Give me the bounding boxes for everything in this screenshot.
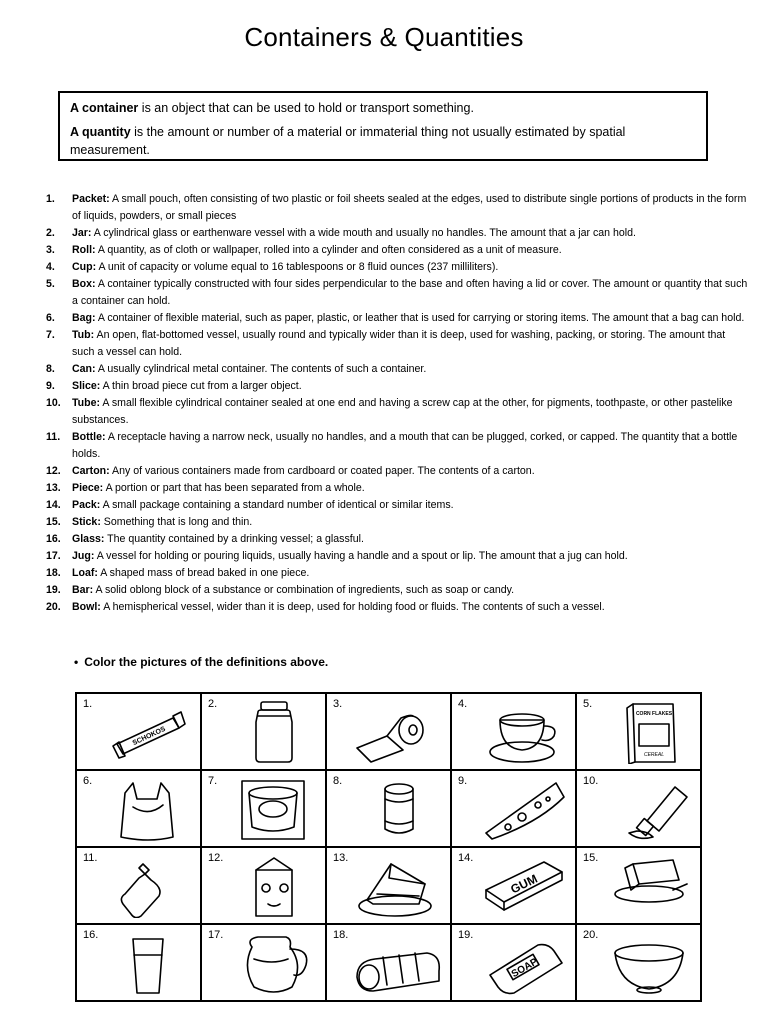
definition-number: 11. <box>46 431 61 443</box>
container-text: is an object that can be used to hold or transport something. <box>138 101 474 115</box>
stick-icon <box>603 854 693 918</box>
definition-number: 1. <box>46 193 55 205</box>
definition-term: Tube: <box>72 397 101 409</box>
grid-cell <box>576 847 701 924</box>
grid-cell-number: 9. <box>458 775 468 787</box>
definition-body: A cylindrical glass or earthenware vessel with a wide mouth and usually no handles. The amount that a jar can hold. <box>91 227 636 239</box>
definition-number: 19. <box>46 584 61 596</box>
grid-cell <box>326 770 451 847</box>
bar-icon <box>478 931 568 995</box>
icon-sublabel: CEREAL <box>643 752 665 758</box>
instruction <box>74 655 328 669</box>
grid-cell <box>576 924 701 1001</box>
grid-cell <box>576 770 701 847</box>
definition-number: 18. <box>46 567 61 579</box>
grid-cell <box>451 693 576 770</box>
definition-item <box>46 259 750 276</box>
grid-cell-number: 5. <box>583 698 593 710</box>
definition-body: A shaped mass of bread baked in one piece. <box>97 567 310 579</box>
definition-number: 15. <box>46 516 61 528</box>
definition-text <box>72 276 750 310</box>
definition-body: A vessel for holding or pouring liquids, usually having a handle and a spout or lip. The amount that a jug can hold. <box>94 550 628 562</box>
definition-number: 6. <box>46 312 55 324</box>
definition-number: 9. <box>46 380 55 392</box>
definition-number: 4. <box>46 261 55 273</box>
grid-row <box>76 924 701 1001</box>
quantity-term: A quantity <box>70 125 131 139</box>
grid-cell <box>451 924 576 1001</box>
grid-cell-number: 1. <box>83 698 93 710</box>
definition-text <box>72 531 750 548</box>
definition-text <box>72 582 750 599</box>
definitions-list <box>46 191 750 616</box>
definition-body: A portion or part that has been separated from a whole. <box>103 482 365 494</box>
bullet-icon: • <box>74 655 79 669</box>
grid-cell <box>76 693 201 770</box>
slice-icon <box>478 777 568 841</box>
definition-body: Any of various containers made from cardboard or coated paper. The contents of a carton. <box>109 465 535 477</box>
definition-term: Bottle: <box>72 431 106 443</box>
definition-number: 17. <box>46 550 61 562</box>
grid-cell <box>201 924 326 1001</box>
definition-term: Stick: <box>72 516 101 528</box>
grid-cell <box>76 770 201 847</box>
grid-cell <box>201 770 326 847</box>
grid-cell <box>326 693 451 770</box>
definition-body: The quantity contained by a drinking vessel; a glassful. <box>104 533 364 545</box>
grid-cell <box>451 847 576 924</box>
definition-term: Packet: <box>72 193 110 205</box>
picture-grid <box>75 692 702 1002</box>
definition-text <box>72 310 750 327</box>
definition-number: 8. <box>46 363 55 375</box>
grid-cell-number: 19. <box>458 929 474 941</box>
grid-cell <box>326 924 451 1001</box>
definition-item <box>46 480 750 497</box>
definition-number: 16. <box>46 533 61 545</box>
definition-number: 12. <box>46 465 61 477</box>
definition-text <box>72 565 750 582</box>
definition-term: Tub: <box>72 329 95 341</box>
can-icon <box>353 777 443 841</box>
definition-text <box>72 259 750 276</box>
definition-item <box>46 514 750 531</box>
definition-number: 5. <box>46 278 55 290</box>
grid-cell-number: 8. <box>333 775 343 787</box>
definition-text <box>72 327 750 361</box>
grid-row <box>76 770 701 847</box>
grid-cell <box>76 924 201 1001</box>
definition-item <box>46 599 750 616</box>
glass-icon <box>103 931 193 995</box>
definition-item <box>46 225 750 242</box>
definition-number: 10. <box>46 397 61 409</box>
carton-icon <box>228 854 318 918</box>
grid-cell-number: 18. <box>333 929 349 941</box>
grid-cell-number: 20. <box>583 929 599 941</box>
definition-term: Jar: <box>72 227 92 239</box>
definition-item <box>46 276 750 310</box>
grid-cell <box>451 770 576 847</box>
definitions-box <box>58 91 708 161</box>
definition-item <box>46 582 750 599</box>
bowl-icon <box>603 931 693 995</box>
icon-label: CORN FLAKES <box>635 711 673 717</box>
definition-term: Cup: <box>72 261 97 273</box>
definition-body: A receptacle having a narrow neck, usually no handles, and a mouth that can be plugged, corked, or capped. The quantity that a bottle holds. <box>72 431 738 460</box>
definition-term: Bag: <box>72 312 96 324</box>
definition-item <box>46 565 750 582</box>
definition-term: Pack: <box>72 499 101 511</box>
definition-body: A thin broad piece cut from a larger object. <box>100 380 302 392</box>
grid-cell-number: 16. <box>83 929 99 941</box>
definition-body: A container of flexible material, such as paper, plastic, or leather that is used for carrying or storing items. The amount that a bag can hold. <box>95 312 745 324</box>
definition-term: Bar: <box>72 584 94 596</box>
tube-icon <box>603 777 693 841</box>
definition-term: Slice: <box>72 380 101 392</box>
grid-cell-number: 4. <box>458 698 468 710</box>
definition-number: 2. <box>46 227 55 239</box>
grid-cell-number: 17. <box>208 929 224 941</box>
definition-number: 3. <box>46 244 55 256</box>
grid-cell-number: 6. <box>83 775 93 787</box>
definition-text <box>72 191 750 225</box>
definition-item <box>46 327 750 361</box>
definition-number: 14. <box>46 499 61 511</box>
grid-row <box>76 693 701 770</box>
definition-text <box>72 225 750 242</box>
grid-cell-number: 7. <box>208 775 218 787</box>
definition-text <box>72 395 750 429</box>
cup-icon <box>478 700 568 764</box>
definition-term: Carton: <box>72 465 110 477</box>
definition-item <box>46 395 750 429</box>
definition-term: Box: <box>72 278 96 290</box>
definition-body: A hemispherical vessel, wider than it is deep, used for holding food or fluids. The contents of such a vessel. <box>100 601 605 613</box>
bag-icon <box>103 777 193 841</box>
pack-icon <box>478 854 568 918</box>
definition-term: Jug: <box>72 550 95 562</box>
definition-text <box>72 429 750 463</box>
definition-item <box>46 310 750 327</box>
definition-body: A small package containing a standard number of identical or similar items. <box>100 499 454 511</box>
icon-label: SCHOKOS <box>131 725 167 748</box>
packet-icon <box>103 700 193 764</box>
definition-term: Loaf: <box>72 567 98 579</box>
definition-item <box>46 361 750 378</box>
definition-item <box>46 463 750 480</box>
definition-text <box>72 599 750 616</box>
icon-label: GUM <box>508 871 540 897</box>
grid-cell <box>201 847 326 924</box>
definition-body: A unit of capacity or volume equal to 16 tablespoons or 8 fluid ounces (237 milliliters). <box>96 261 499 273</box>
grid-cell-number: 10. <box>583 775 599 787</box>
definition-text <box>72 548 750 565</box>
definition-item <box>46 378 750 395</box>
grid-cell-number: 13. <box>333 852 349 864</box>
definition-body: An open, flat-bottomed vessel, usually round and typically wider than it is deep, used for washing, packing, or storing. The amount that such a vessel can hold. <box>72 329 726 358</box>
definition-body: A solid oblong block of a substance or combination of ingredients, such as soap or candy. <box>93 584 515 596</box>
definition-term: Roll: <box>72 244 96 256</box>
definition-term: Piece: <box>72 482 104 494</box>
jug-icon <box>228 931 318 995</box>
jar-icon <box>228 700 318 764</box>
container-definition <box>70 99 696 117</box>
grid-cell-number: 12. <box>208 852 224 864</box>
grid-row <box>76 847 701 924</box>
definition-item <box>46 531 750 548</box>
definition-term: Can: <box>72 363 96 375</box>
definition-text <box>72 242 750 259</box>
tub-icon <box>228 777 318 841</box>
definition-text <box>72 514 750 531</box>
grid-cell-number: 11. <box>83 852 98 864</box>
grid-cell-number: 15. <box>583 852 599 864</box>
piece-icon <box>353 854 443 918</box>
definition-item <box>46 191 750 225</box>
definition-body: A small flexible cylindrical container sealed at one end and having a screw cap at the other, for pigments, toothpaste, or other pastelike substances. <box>72 397 733 426</box>
grid-cell-number: 3. <box>333 698 343 710</box>
definition-text <box>72 497 750 514</box>
page-title: Containers & Quantities <box>244 22 524 52</box>
definition-number: 7. <box>46 329 55 341</box>
grid-cell <box>576 693 701 770</box>
definition-body: A quantity, as of cloth or wallpaper, rolled into a cylinder and often considered as a unit of measure. <box>95 244 562 256</box>
icon-label: SOAP <box>509 956 540 981</box>
definition-number: 20. <box>46 601 61 613</box>
grid-cell <box>76 847 201 924</box>
definition-body: A usually cylindrical metal container. The contents of such a container. <box>95 363 427 375</box>
definition-item <box>46 497 750 514</box>
definition-item <box>46 548 750 565</box>
quantity-text: is the amount or number of a material or immaterial thing not usually estimated by spatial measurement. <box>70 125 626 157</box>
grid-cell <box>201 693 326 770</box>
definition-body: A container typically constructed with four sides perpendicular to the base and often having a lid or cover. The amount or quantity that such a container can hold. <box>72 278 748 307</box>
box-icon <box>603 700 693 764</box>
definition-text <box>72 378 750 395</box>
definition-text <box>72 361 750 378</box>
definition-number: 13. <box>46 482 61 494</box>
grid-cell <box>326 847 451 924</box>
grid-cell-number: 14. <box>458 852 474 864</box>
definition-text <box>72 463 750 480</box>
definition-term: Bowl: <box>72 601 101 613</box>
definition-text <box>72 480 750 497</box>
quantity-definition <box>70 123 696 159</box>
loaf-icon <box>353 931 443 995</box>
roll-icon <box>353 700 443 764</box>
definition-item <box>46 429 750 463</box>
definition-item <box>46 242 750 259</box>
definition-term: Glass: <box>72 533 105 545</box>
definition-body: Something that is long and thin. <box>100 516 253 528</box>
grid-cell-number: 2. <box>208 698 218 710</box>
instruction-text: Color the pictures of the definitions above. <box>84 655 329 669</box>
bottle-icon <box>103 854 193 918</box>
container-term: A container <box>70 101 139 115</box>
definition-body: A small pouch, often consisting of two plastic or foil sheets sealed at the edges, used to distribute single portions of products in the form of liquids, powders, or small pieces <box>72 193 747 222</box>
